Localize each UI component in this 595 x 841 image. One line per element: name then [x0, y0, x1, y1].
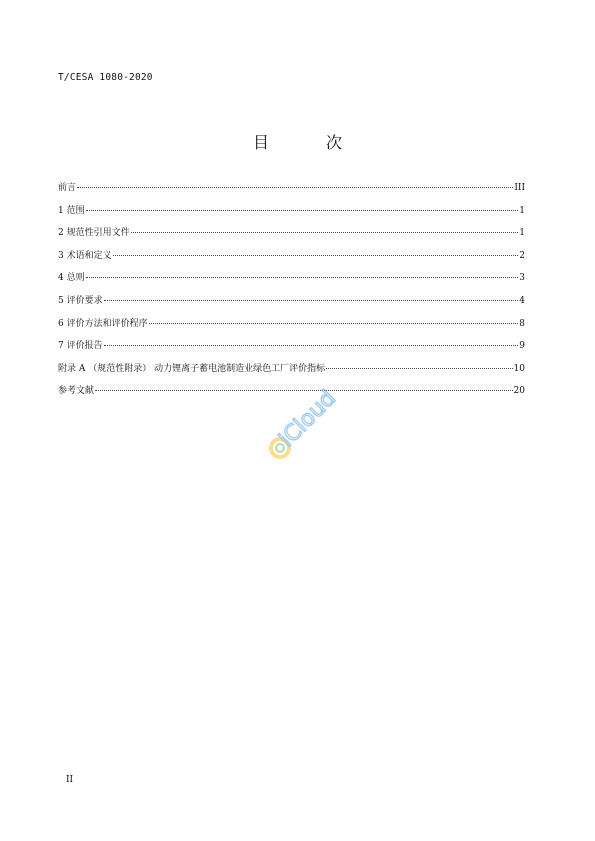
- toc-entry-label: 7 评价报告: [58, 341, 103, 352]
- toc-title: 目 次: [252, 133, 369, 152]
- toc-entry-label: 4 总则: [58, 273, 85, 284]
- toc-entry-evaluation-methods[interactable]: [58, 318, 525, 341]
- document-code: T/CESA 1080-2020: [58, 72, 153, 83]
- dot-leader: [326, 368, 512, 369]
- toc-entry-page: 2: [519, 250, 525, 261]
- toc-entry-page: 4: [519, 295, 525, 306]
- toc-entry-label: 参考文献: [58, 386, 95, 397]
- dot-leader: [104, 345, 519, 346]
- toc-entry-label: 前言: [58, 183, 77, 193]
- toc-entry-foreword[interactable]: [58, 182, 525, 205]
- toc-entry-label: 2 规范性引用文件: [58, 228, 130, 239]
- toc-entry-page: III: [514, 183, 525, 193]
- toc-entry-scope[interactable]: [58, 205, 525, 228]
- toc-entry-terms-definitions[interactable]: [58, 250, 525, 273]
- dot-leader: [86, 277, 519, 278]
- dot-leader: [86, 210, 519, 211]
- toc-entry-normative-references[interactable]: [58, 227, 525, 250]
- toc-entry-label: 附录 A （规范性附录） 动力锂离子蓄电池制造业绿色工厂评价指标: [58, 363, 326, 374]
- watermark-logo: [258, 380, 348, 470]
- table-of-contents: [58, 182, 525, 408]
- toc-entry-page: 8: [519, 318, 525, 329]
- dot-leader: [149, 323, 519, 324]
- toc-entry-page: 10: [513, 363, 525, 374]
- dot-leader: [113, 255, 519, 256]
- toc-entry-label: 5 评价要求: [58, 295, 103, 306]
- watermark-ring-green: [276, 444, 284, 452]
- toc-entry-page: 9: [519, 341, 525, 352]
- page-number: II: [66, 775, 74, 785]
- toc-entry-label: 6 评价方法和评价程序: [58, 318, 148, 329]
- toc-entry-label: 1 范围: [58, 205, 85, 216]
- toc-entry-evaluation-requirements[interactable]: [58, 295, 525, 318]
- toc-entry-general[interactable]: [58, 272, 525, 295]
- toc-entry-label: 3 术语和定义: [58, 250, 112, 261]
- watermark-text: iCloud: [274, 385, 342, 453]
- toc-entry-page: 1: [519, 205, 525, 216]
- dot-leader: [77, 187, 513, 188]
- toc-entry-evaluation-report[interactable]: [58, 340, 525, 363]
- toc-entry-page: 3: [519, 273, 525, 284]
- dot-leader: [131, 232, 519, 233]
- dot-leader: [104, 300, 519, 301]
- toc-entry-page: 20: [513, 386, 525, 397]
- toc-entry-page: 1: [519, 228, 525, 239]
